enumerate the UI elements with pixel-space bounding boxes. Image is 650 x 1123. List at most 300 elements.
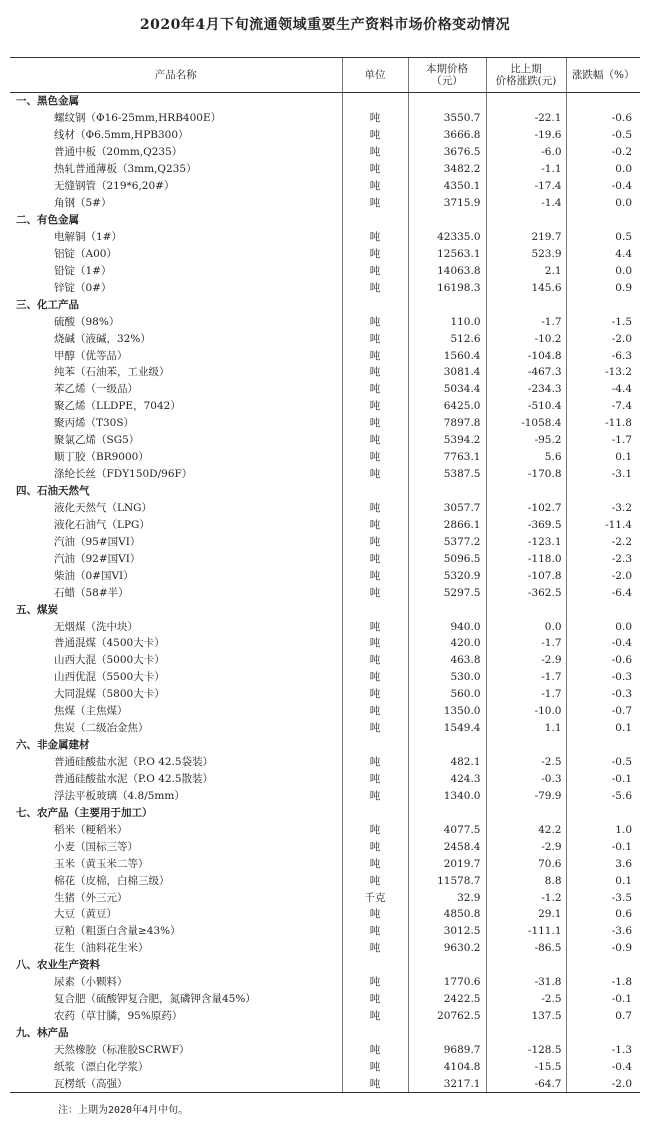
table-row <box>10 144 640 161</box>
price-cell: 5034.4 <box>408 381 486 398</box>
table-row <box>10 821 640 838</box>
table-row <box>10 110 640 127</box>
header-unit: 单位 <box>342 58 408 93</box>
pct-cell: -1.5 <box>566 313 640 330</box>
table-row <box>10 720 640 737</box>
unit-cell <box>342 93 408 110</box>
price-table <box>10 57 640 1093</box>
price-cell: 42335.0 <box>408 229 486 246</box>
unit-cell: 吨 <box>342 262 408 279</box>
document-title: 2020年4月下旬流通领域重要生产资料市场价格变动情况 <box>139 17 511 33</box>
price-cell: 5387.5 <box>408 466 486 483</box>
price-cell: 1549.4 <box>408 720 486 737</box>
product-name-cell: 聚丙烯（T30S） <box>54 417 135 430</box>
table-row <box>10 855 640 872</box>
product-name-cell: 液化天然气（LNG） <box>54 501 153 514</box>
unit-cell: 吨 <box>342 923 408 940</box>
unit-cell: 吨 <box>342 618 408 635</box>
pct-cell: -0.6 <box>566 652 640 669</box>
change-cell <box>486 212 566 229</box>
product-name-cell: 苯乙烯（一级品） <box>54 383 138 396</box>
pct-cell: -1.3 <box>566 1042 640 1059</box>
price-cell: 9630.2 <box>408 940 486 957</box>
price-cell <box>408 601 486 618</box>
table-row <box>10 533 640 550</box>
pct-cell <box>566 957 640 974</box>
pct-cell: 1.0 <box>566 821 640 838</box>
product-name-cell: 瓦楞纸（高强） <box>10 1075 342 1092</box>
price-cell: 6425.0 <box>408 398 486 415</box>
price-cell: 4850.8 <box>408 906 486 923</box>
price-cell: 1770.6 <box>408 974 486 991</box>
unit-cell: 吨 <box>342 313 408 330</box>
unit-cell: 吨 <box>342 245 408 262</box>
table-row <box>10 1042 640 1059</box>
unit-cell: 吨 <box>342 381 408 398</box>
table-row <box>10 754 640 771</box>
table-row <box>10 652 640 669</box>
product-name-cell: 农药（草甘膦，95%原药） <box>54 1010 183 1023</box>
pct-cell <box>566 93 640 110</box>
price-cell <box>408 296 486 313</box>
pct-cell: -0.3 <box>566 686 640 703</box>
pct-cell: -0.7 <box>566 703 640 720</box>
table-row <box>10 449 640 466</box>
table-row <box>10 229 640 246</box>
table-row <box>10 330 640 347</box>
pct-cell: -2.0 <box>566 567 640 584</box>
pct-cell: 0.7 <box>566 1008 640 1025</box>
product-name-cell: 四、石油天然气 <box>16 485 90 498</box>
price-cell: 3217.1 <box>408 1075 486 1092</box>
product-name-cell: 山西优混（5500大卡） <box>54 671 165 684</box>
change-cell: -1.7 <box>486 686 566 703</box>
product-name-cell: 普通硅酸盐水泥（P.O 42.5袋装） <box>54 756 214 769</box>
table-row <box>10 1008 640 1025</box>
change-cell: 145.6 <box>486 279 566 296</box>
table-row <box>10 991 640 1008</box>
unit-cell: 吨 <box>342 906 408 923</box>
pct-cell: 0.0 <box>566 262 640 279</box>
change-cell: -0.3 <box>486 771 566 788</box>
change-cell: -10.2 <box>486 330 566 347</box>
pct-cell <box>566 804 640 821</box>
price-cell <box>408 93 486 110</box>
product-name-cell: 稻米（粳稻米） <box>54 823 128 836</box>
pct-cell: 0.9 <box>566 279 640 296</box>
change-cell <box>486 296 566 313</box>
product-name-cell: 焦煤（主焦煤） <box>54 705 128 718</box>
price-cell: 512.6 <box>408 330 486 347</box>
unit-cell: 吨 <box>342 432 408 449</box>
header-price-label: 本期价格 （元） <box>426 63 468 87</box>
unit-cell: 吨 <box>342 669 408 686</box>
price-cell: 3676.5 <box>408 144 486 161</box>
change-cell: 42.2 <box>486 821 566 838</box>
unit-cell: 吨 <box>342 635 408 652</box>
unit-cell: 吨 <box>342 127 408 144</box>
unit-cell: 吨 <box>342 703 408 720</box>
pct-cell: 0.5 <box>566 229 640 246</box>
table-row <box>10 838 640 855</box>
change-cell: -467.3 <box>486 364 566 381</box>
category-row <box>10 1025 640 1042</box>
unit-cell: 吨 <box>342 991 408 1008</box>
price-cell: 5394.2 <box>408 432 486 449</box>
pct-cell: -3.2 <box>566 500 640 517</box>
price-cell: 560.0 <box>408 686 486 703</box>
product-name-cell: 硫酸（98%） <box>54 315 120 328</box>
product-name-cell: 烧碱（液碱，32%） <box>54 332 151 345</box>
pct-cell: 0.1 <box>566 449 640 466</box>
product-name-cell: 七、农产品（主要用于加工） <box>16 806 153 819</box>
price-cell <box>408 212 486 229</box>
price-cell: 110.0 <box>408 313 486 330</box>
pct-cell: -3.5 <box>566 889 640 906</box>
change-cell: -369.5 <box>486 516 566 533</box>
unit-cell: 吨 <box>342 550 408 567</box>
product-name-cell: 甲醇（优等品） <box>54 349 128 362</box>
change-cell <box>486 1025 566 1042</box>
change-cell: -1.1 <box>486 161 566 178</box>
table-row <box>10 550 640 567</box>
table-row <box>10 347 640 364</box>
price-cell: 11578.7 <box>408 872 486 889</box>
price-cell: 7897.8 <box>408 415 486 432</box>
change-cell: -1058.4 <box>486 415 566 432</box>
product-name-cell: 铝锭（A00） <box>54 247 117 260</box>
pct-cell: -0.1 <box>566 771 640 788</box>
pct-cell: -0.3 <box>566 669 640 686</box>
change-cell: -1.2 <box>486 889 566 906</box>
pct-cell: -1.7 <box>566 432 640 449</box>
pct-cell: -11.4 <box>566 516 640 533</box>
unit-cell <box>342 737 408 754</box>
unit-cell: 吨 <box>342 195 408 212</box>
unit-cell: 吨 <box>342 855 408 872</box>
table-row <box>10 771 640 788</box>
table-row <box>10 516 640 533</box>
table-row <box>10 618 640 635</box>
unit-cell: 吨 <box>342 838 408 855</box>
unit-cell: 吨 <box>342 516 408 533</box>
product-name-cell: 柴油（0#国VI） <box>54 569 134 582</box>
table-row <box>10 195 640 212</box>
change-cell: 1.1 <box>486 720 566 737</box>
pct-cell: -5.6 <box>566 787 640 804</box>
unit-cell: 吨 <box>342 1075 408 1092</box>
header-price <box>408 58 486 93</box>
table-row <box>10 178 640 195</box>
unit-cell <box>342 1025 408 1042</box>
price-cell: 7763.1 <box>408 449 486 466</box>
change-cell: -31.8 <box>486 974 566 991</box>
product-name-cell: 聚氯乙烯（SG5） <box>54 434 140 447</box>
price-cell: 3666.8 <box>408 127 486 144</box>
pct-cell: -6.3 <box>566 347 640 364</box>
product-name-cell: 纯苯（石油苯，工业级） <box>54 366 170 379</box>
change-cell: -79.9 <box>486 787 566 804</box>
pct-cell <box>566 296 640 313</box>
price-cell: 9689.7 <box>408 1042 486 1059</box>
change-cell: -128.5 <box>486 1042 566 1059</box>
category-row <box>10 483 640 500</box>
pct-cell: 0.1 <box>566 720 640 737</box>
table-header-row <box>10 58 640 93</box>
change-cell: 523.9 <box>486 245 566 262</box>
price-cell: 4104.8 <box>408 1058 486 1075</box>
change-cell: -234.3 <box>486 381 566 398</box>
pct-cell: -0.1 <box>566 838 640 855</box>
change-cell: -6.0 <box>486 144 566 161</box>
unit-cell: 吨 <box>342 364 408 381</box>
pct-cell: -2.3 <box>566 550 640 567</box>
table-row <box>10 923 640 940</box>
product-name-cell: 浮法平板玻璃（4.8/5mm） <box>54 789 185 802</box>
table-row <box>10 381 640 398</box>
change-cell: 5.6 <box>486 449 566 466</box>
change-cell: -64.7 <box>486 1075 566 1092</box>
pct-cell: -7.4 <box>566 398 640 415</box>
unit-cell: 吨 <box>342 533 408 550</box>
price-cell: 3715.9 <box>408 195 486 212</box>
pct-cell: -2.0 <box>566 330 640 347</box>
product-name-cell: 角钢（5#） <box>54 197 112 210</box>
price-cell: 3012.5 <box>408 923 486 940</box>
product-name-cell: 石蜡（58#半） <box>54 586 129 599</box>
product-name-cell: 一、黑色金属 <box>16 95 79 108</box>
change-cell: -1.4 <box>486 195 566 212</box>
change-cell <box>486 957 566 974</box>
pct-cell: -0.4 <box>566 635 640 652</box>
product-name-cell: 纸浆（漂白化学浆） <box>54 1060 149 1073</box>
pct-cell <box>566 212 640 229</box>
unit-cell: 吨 <box>342 787 408 804</box>
pct-cell: -3.1 <box>566 466 640 483</box>
unit-cell: 千克 <box>342 889 408 906</box>
pct-cell: 4.4 <box>566 245 640 262</box>
price-cell: 20762.5 <box>408 1008 486 1025</box>
change-cell: -102.7 <box>486 500 566 517</box>
unit-cell: 吨 <box>342 347 408 364</box>
category-row <box>10 601 640 618</box>
price-cell: 3057.7 <box>408 500 486 517</box>
change-cell: -2.9 <box>486 652 566 669</box>
product-name-cell: 花生（油料花生米） <box>54 942 149 955</box>
pct-cell: -0.6 <box>566 110 640 127</box>
pct-cell: -2.0 <box>566 1075 640 1092</box>
table-row <box>10 567 640 584</box>
product-name-cell: 顺丁胶（BR9000） <box>54 451 149 464</box>
change-cell: -362.5 <box>486 584 566 601</box>
price-cell <box>408 737 486 754</box>
table-row <box>10 940 640 957</box>
pct-cell: -0.4 <box>566 178 640 195</box>
unit-cell: 吨 <box>342 974 408 991</box>
table-row <box>10 313 640 330</box>
product-name-cell: 天然橡胶（标准胶SCRWF） <box>54 1043 190 1056</box>
pct-cell: -0.2 <box>566 144 640 161</box>
unit-cell: 吨 <box>342 178 408 195</box>
price-cell: 2866.1 <box>408 516 486 533</box>
change-cell: 219.7 <box>486 229 566 246</box>
change-cell: -510.4 <box>486 398 566 415</box>
header-product-name: 产品名称 <box>10 58 342 93</box>
change-cell: -19.6 <box>486 127 566 144</box>
change-cell: -10.0 <box>486 703 566 720</box>
price-cell <box>408 483 486 500</box>
price-cell <box>408 1025 486 1042</box>
pct-cell: 0.0 <box>566 195 640 212</box>
unit-cell <box>342 804 408 821</box>
price-cell: 420.0 <box>408 635 486 652</box>
table-row <box>10 398 640 415</box>
table-row <box>10 974 640 991</box>
pct-cell: 0.0 <box>566 618 640 635</box>
product-name-cell: 三、化工产品 <box>16 298 79 311</box>
table-row <box>10 415 640 432</box>
price-cell: 1350.0 <box>408 703 486 720</box>
unit-cell: 吨 <box>342 652 408 669</box>
product-name-cell: 无缝钢管（219*6,20#） <box>54 180 175 193</box>
change-cell <box>486 804 566 821</box>
table-row <box>10 906 640 923</box>
pct-cell: 0.1 <box>566 872 640 889</box>
pct-cell: -11.8 <box>566 415 640 432</box>
table-body <box>10 93 640 1093</box>
unit-cell: 吨 <box>342 1042 408 1059</box>
table-row <box>10 686 640 703</box>
price-cell: 3081.4 <box>408 364 486 381</box>
table-row <box>10 161 640 178</box>
unit-cell: 吨 <box>342 330 408 347</box>
change-cell: -86.5 <box>486 940 566 957</box>
change-cell: 29.1 <box>486 906 566 923</box>
change-cell: -118.0 <box>486 550 566 567</box>
change-cell: 0.0 <box>486 618 566 635</box>
price-cell: 5297.5 <box>408 584 486 601</box>
product-name-cell: 尿素（小颗料） <box>54 976 128 989</box>
change-cell: -95.2 <box>486 432 566 449</box>
pct-cell: -0.9 <box>566 940 640 957</box>
product-name-cell: 电解铜（1#） <box>54 230 122 243</box>
table-row <box>10 364 640 381</box>
unit-cell: 吨 <box>342 229 408 246</box>
price-cell: 463.8 <box>408 652 486 669</box>
price-cell: 2019.7 <box>408 855 486 872</box>
pct-cell: -0.1 <box>566 991 640 1008</box>
price-cell: 5320.9 <box>408 567 486 584</box>
change-cell: -1.7 <box>486 313 566 330</box>
unit-cell: 吨 <box>342 940 408 957</box>
unit-cell <box>342 483 408 500</box>
product-name-cell: 液化石油气（LPG） <box>54 518 150 531</box>
unit-cell <box>342 601 408 618</box>
price-cell: 3550.7 <box>408 110 486 127</box>
product-name-cell: 焦炭（二级冶金焦） <box>54 722 149 735</box>
unit-cell: 吨 <box>342 821 408 838</box>
unit-cell: 吨 <box>342 415 408 432</box>
price-cell: 1560.4 <box>408 347 486 364</box>
pct-cell: 0.0 <box>566 161 640 178</box>
product-name-cell: 汽油（95#国VI） <box>54 535 141 548</box>
change-cell: -111.1 <box>486 923 566 940</box>
price-cell: 3482.2 <box>408 161 486 178</box>
table-row <box>10 669 640 686</box>
product-name-cell: 普通硅酸盐水泥（P.O 42.5散装） <box>54 772 214 785</box>
category-row <box>10 296 640 313</box>
unit-cell: 吨 <box>342 1058 408 1075</box>
pct-cell: -2.2 <box>566 533 640 550</box>
product-name-cell: 线材（Φ6.5mm,HPB300） <box>54 129 189 142</box>
table-row <box>10 1075 640 1092</box>
product-name-cell: 小麦（国标三等） <box>54 840 138 853</box>
unit-cell: 吨 <box>342 144 408 161</box>
unit-cell: 吨 <box>342 567 408 584</box>
product-name-cell: 八、农业生产资料 <box>16 959 100 972</box>
pct-cell: -0.5 <box>566 754 640 771</box>
product-name-cell: 聚乙烯（LLDPE，7042） <box>54 400 181 413</box>
category-row <box>10 93 640 110</box>
product-name-cell: 大豆（黄豆） <box>54 908 117 921</box>
product-name-cell: 涤纶长丝（FDY150D/96F） <box>54 468 193 481</box>
price-cell: 5096.5 <box>408 550 486 567</box>
product-name-cell: 锌锭（0#） <box>54 281 112 294</box>
product-name-cell: 普通混煤（4500大卡） <box>54 637 165 650</box>
product-name-cell: 复合肥（硫酸钾复合肥，氮磷钾含量45%） <box>54 993 256 1006</box>
change-cell <box>486 601 566 618</box>
unit-cell <box>342 296 408 313</box>
unit-cell: 吨 <box>342 584 408 601</box>
product-name-cell: 五、煤炭 <box>16 603 58 616</box>
product-name-cell: 大同混煤（5800大卡） <box>54 688 165 701</box>
pct-cell <box>566 1025 640 1042</box>
price-cell: 530.0 <box>408 669 486 686</box>
category-row <box>10 804 640 821</box>
change-cell: 70.6 <box>486 855 566 872</box>
price-cell: 12563.1 <box>408 245 486 262</box>
pct-cell: -6.4 <box>566 584 640 601</box>
header-change-label: 比上期 价格涨跌(元) <box>495 63 557 87</box>
price-cell: 424.3 <box>408 771 486 788</box>
change-cell: -22.1 <box>486 110 566 127</box>
table-row <box>10 787 640 804</box>
change-cell: -2.5 <box>486 754 566 771</box>
change-cell: -2.5 <box>486 991 566 1008</box>
change-cell: -104.8 <box>486 347 566 364</box>
unit-cell: 吨 <box>342 771 408 788</box>
price-cell: 2458.4 <box>408 838 486 855</box>
unit-cell: 吨 <box>342 466 408 483</box>
change-cell: -17.4 <box>486 178 566 195</box>
table-row <box>10 889 640 906</box>
pct-cell <box>566 601 640 618</box>
unit-cell <box>342 212 408 229</box>
product-name-cell: 热轧普通薄板（3mm,Q235） <box>54 163 197 176</box>
price-cell: 14063.8 <box>408 262 486 279</box>
pct-cell: -13.2 <box>566 364 640 381</box>
price-cell: 4077.5 <box>408 821 486 838</box>
price-cell: 1340.0 <box>408 787 486 804</box>
price-cell: 940.0 <box>408 618 486 635</box>
pct-cell: 0.6 <box>566 906 640 923</box>
table-row <box>10 635 640 652</box>
header-pct: 涨跌幅（%） <box>566 58 640 93</box>
price-cell: 5377.2 <box>408 533 486 550</box>
price-cell: 4350.1 <box>408 178 486 195</box>
unit-cell: 吨 <box>342 398 408 415</box>
table-row <box>10 500 640 517</box>
